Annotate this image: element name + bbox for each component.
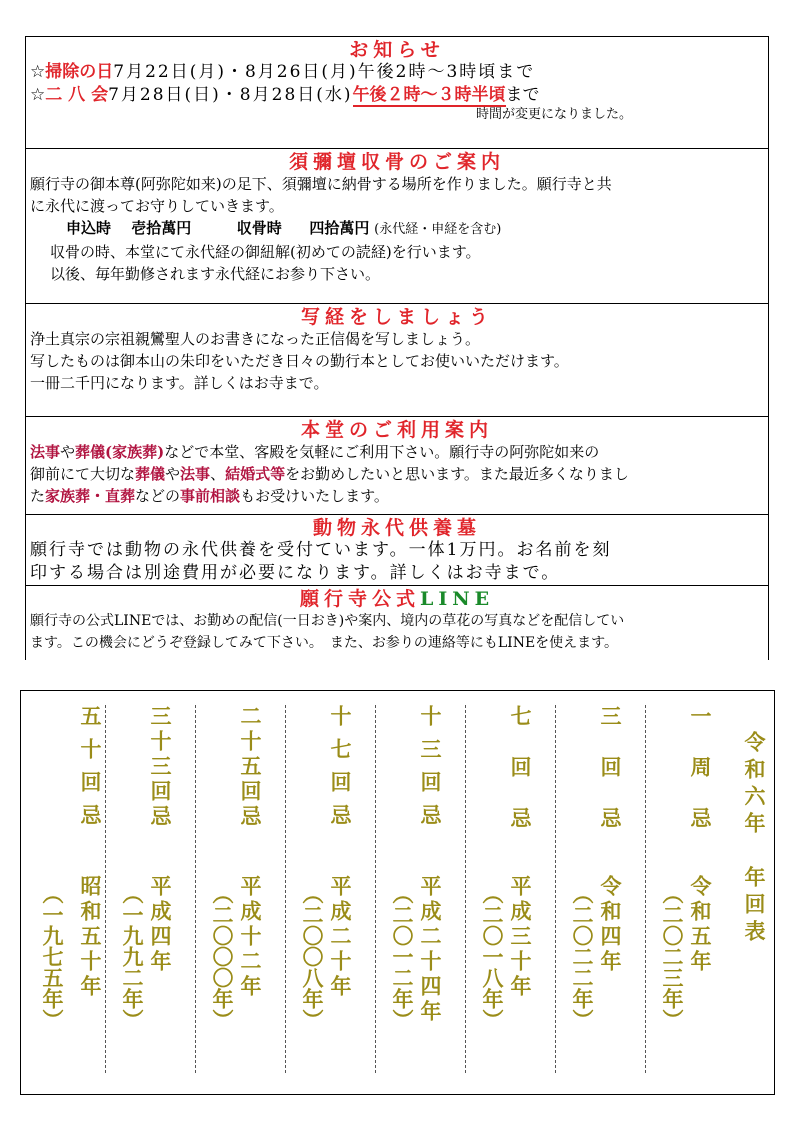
nihachi-kai-line: ☆二 八 会7月28日(日)・8月28日(水)午後２時～３時半頃まで	[30, 85, 540, 105]
memorial-column: 二十五回忌 平成十二年 （二〇〇〇年）	[210, 705, 263, 1030]
memorial-column: 三十三回忌 平成四年 （一九九二年）	[120, 705, 173, 1030]
memorial-column: 十七回忌 平成二十年 （二〇〇八年）	[300, 705, 353, 1030]
memorial-column: 一周忌 令和五年 （二〇二三年）	[660, 705, 713, 1030]
column-divider	[375, 705, 376, 1073]
nihachi-kai-label: 二 八 会	[45, 85, 109, 105]
column-divider	[645, 705, 646, 1073]
column-divider	[285, 705, 286, 1073]
announcement-section	[26, 37, 768, 148]
column-divider	[465, 705, 466, 1073]
memorial-column: 五十回忌 昭和五十年 （一九七五年）	[40, 705, 103, 1030]
shumidan-section: 須彌壇収骨のご案内 願行寺の御本尊(阿弥陀如来)の足下、須彌壇に納骨する場所を作りました。願行寺と共 に永代に渡ってお守りしていきます。 申込時 壱拾萬円 収骨時 四拾萬円 (永代経・申経を含む) 収骨の時、本堂にて永代経の御紐解(初めての読経)を行います。 以後、毎年勤修されます永代経にお参り下さい。	[26, 148, 768, 303]
column-divider	[555, 705, 556, 1073]
cleaning-day-label: 掃除の日	[45, 62, 114, 82]
hondo-section: 本堂のご利用案内 法事や葬儀(家族葬)などで本堂、客殿を気軽にご利用下さい。願行寺の阿弥陀如来の 御前にて大切な葬儀や法事、結婚式等をお勤めしたいと思います。また最近多くなりまし た家族葬・直葬などの事前相談もお受けいたします。	[26, 416, 768, 514]
column-divider	[105, 705, 106, 1073]
cleaning-day-line: ☆掃除の日7月22日(月)・8月26日(月)午後2時～3時頃まで	[30, 62, 536, 82]
time-change-note: 時間が変更になりました。	[476, 107, 633, 122]
announcement-title: お知らせ	[349, 39, 445, 61]
line-section: 願行寺公式LINE 願行寺の公式LINEでは、お勤めの配信(一日おき)や案内、境内の草花の写真などを配信してい ます。この機会にどうぞ登録してみて下さい。 また、お参りの連絡等にもLINEを使えます。	[26, 585, 768, 661]
memorial-column: 十三回忌 平成二十四年 （二〇一二年）	[390, 705, 443, 1030]
animal-title: 動物永代供養墓	[312, 517, 481, 539]
line-title: 願行寺公式LINE	[299, 588, 495, 610]
shakyo-section: 写経をしましょう 浄土真宗の宗祖親鸞聖人のお書きになった正信偈を写しましょう。 写したものは御本山の朱印をいただき日々の勤行本としてお使いいただけます。 一冊二千円になります。詳しくはお寺まで。	[26, 303, 768, 416]
notice-board	[25, 36, 769, 660]
memorial-table-header: 令和六年 年回表	[742, 731, 767, 947]
animal-memorial-section: 動物永代供養墓 願行寺では動物の永代供養を受付ています。一体1万円。お名前を刻 印する場合は別途費用が必要になります。詳しくはお寺まで。	[26, 514, 768, 585]
memorial-column: 七回忌 平成三十年 （二〇一八年）	[480, 705, 533, 1030]
shumidan-title: 須彌壇収骨のご案内	[288, 151, 505, 173]
nihachi-kai-time: 午後２時～３時半頃	[352, 85, 506, 105]
shumidan-price-line: 申込時 壱拾萬円 収骨時 四拾萬円 (永代経・申経を含む)	[66, 219, 502, 237]
memorial-table	[20, 690, 775, 1095]
cleaning-day-dates: 7月22日(月)・8月26日(月)午後2時～3時頃まで	[113, 62, 536, 82]
hondo-title: 本堂のご利用案内	[300, 419, 493, 441]
nihachi-kai-dates: 7月28日(日)・8月28日(水)	[108, 85, 353, 105]
shakyo-title: 写経をしましょう	[300, 306, 493, 328]
column-divider	[195, 705, 196, 1073]
memorial-column: 三回忌 令和四年 （二〇二二年）	[570, 705, 623, 1030]
